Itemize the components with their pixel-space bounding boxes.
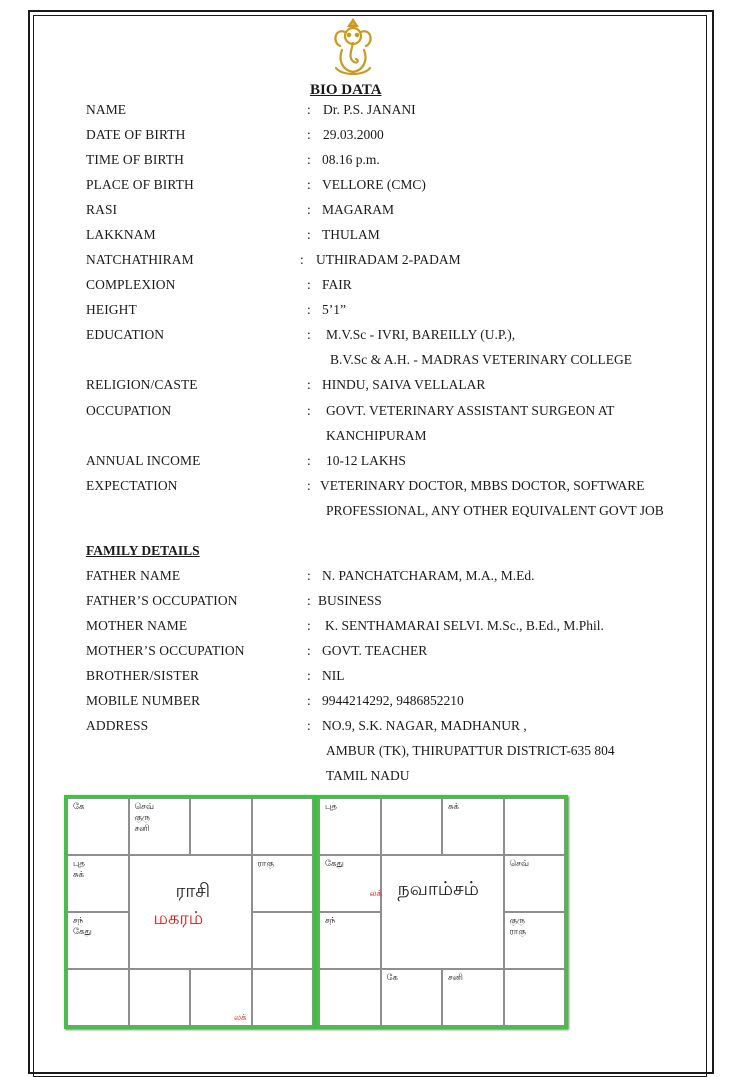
family-value: K. SENTHAMARAI SELVI. M.Sc., B.Ed., M.Phil. <box>325 618 604 633</box>
field-label: EDUCATION <box>86 327 165 342</box>
planet-label: செவ் <box>509 859 529 869</box>
chart-house-bot4 <box>252 969 314 1026</box>
lagna-label: லக் <box>369 889 382 899</box>
family-colon: : <box>307 718 311 733</box>
field-label: DATE OF BIRTH <box>86 127 186 142</box>
chart-house-bot3 <box>442 969 504 1026</box>
field-colon: : <box>307 302 311 317</box>
chart-house-right1 <box>504 855 566 912</box>
field-value: Dr. P.S. JANANI <box>323 102 416 117</box>
ganesha-icon <box>328 16 378 80</box>
field-label: EXPECTATION <box>86 478 178 493</box>
planet-label: கே <box>386 973 398 983</box>
chart-title: ராசி <box>175 880 211 902</box>
field-value-continued: PROFESSIONAL, ANY OTHER EQUIVALENT GOVT JOB <box>326 503 664 518</box>
family-value: GOVT. TEACHER <box>322 643 428 658</box>
chart-house-left2 <box>67 912 129 969</box>
planet-label: புத சுக் <box>73 859 85 880</box>
planet-label: புத <box>325 802 337 812</box>
family-colon: : <box>307 593 311 608</box>
planet-label: சந் <box>325 916 336 926</box>
field-value: 08.16 p.m. <box>322 152 380 167</box>
family-details-heading: FAMILY DETAILS <box>86 543 200 558</box>
chart-house-bot4 <box>504 969 566 1026</box>
field-label: HEIGHT <box>86 302 137 317</box>
field-value: VELLORE (CMC) <box>322 177 426 192</box>
field-value: FAIR <box>322 277 352 292</box>
family-colon: : <box>307 618 311 633</box>
field-value-continued: KANCHIPURAM <box>326 428 427 443</box>
field-label: COMPLEXION <box>86 277 176 292</box>
document-title: BIO DATA <box>310 82 382 98</box>
field-value-continued: B.V.Sc & A.H. - MADRAS VETERINARY COLLEGE <box>330 352 633 367</box>
field-label: NAME <box>86 102 127 117</box>
chart-house-top1 <box>319 798 381 855</box>
family-value-continued: AMBUR (TK), THIRUPATTUR DISTRICT-635 804 <box>326 743 615 758</box>
rasi-chart <box>64 795 316 1029</box>
family-label: FATHER NAME <box>86 568 181 583</box>
field-colon: : <box>307 102 311 117</box>
family-label: BROTHER/SISTER <box>86 668 200 683</box>
field-value: UTHIRADAM 2-PADAM <box>316 252 461 267</box>
chart-center <box>369 855 504 969</box>
field-label: RELIGION/CASTE <box>86 377 198 392</box>
field-label: TIME OF BIRTH <box>86 152 184 167</box>
chart-house-bot3 <box>190 969 252 1026</box>
family-value: N. PANCHATCHARAM, M.A., M.Ed. <box>322 568 535 583</box>
family-value: NO.9, S.K. NAGAR, MADHANUR , <box>322 718 527 733</box>
chart-house-bot1 <box>67 969 129 1026</box>
family-label: MOTHER NAME <box>86 618 188 633</box>
family-label: FATHER’S OCCUPATION <box>86 593 238 608</box>
field-colon: : <box>307 152 311 167</box>
family-label: MOBILE NUMBER <box>86 693 201 708</box>
chart-subtitle: மகரம் <box>153 908 204 929</box>
field-label: OCCUPATION <box>86 403 172 418</box>
field-colon: : <box>307 227 311 242</box>
field-value: VETERINARY DOCTOR, MBBS DOCTOR, SOFTWARE <box>320 478 645 493</box>
field-label: LAKKNAM <box>86 227 156 242</box>
chart-house-right2 <box>504 912 566 969</box>
family-value: NIL <box>322 668 345 683</box>
planet-label: லக் <box>234 1013 247 1023</box>
field-value: MAGARAM <box>322 202 395 217</box>
chart-house-top4 <box>504 798 566 855</box>
field-colon: : <box>307 127 311 142</box>
planet-label: செவ் குரு சனி <box>134 802 154 834</box>
field-label: ANNUAL INCOME <box>86 453 201 468</box>
field-colon: : <box>307 377 311 392</box>
planet-label: குரு ராகு <box>509 916 526 937</box>
field-colon: : <box>307 327 311 342</box>
chart-house-bot2 <box>381 969 443 1026</box>
family-colon: : <box>307 668 311 683</box>
field-colon: : <box>300 252 304 267</box>
chart-house-left1 <box>319 855 381 912</box>
field-colon: : <box>307 403 311 418</box>
family-label: ADDRESS <box>86 718 149 733</box>
field-label: PLACE OF BIRTH <box>86 177 194 192</box>
planet-label: சனி <box>448 973 463 983</box>
chart-house-right1 <box>252 855 314 912</box>
family-colon: : <box>307 568 311 583</box>
field-value: THULAM <box>322 227 380 242</box>
chart-house-top2 <box>381 798 443 855</box>
family-value: BUSINESS <box>318 593 382 608</box>
chart-house-right2 <box>252 912 314 969</box>
field-label: RASI <box>86 202 118 217</box>
field-colon: : <box>307 277 311 292</box>
chart-title: நவாம்சம் <box>397 878 479 900</box>
family-colon: : <box>307 693 311 708</box>
planet-label: சுக் <box>448 802 459 812</box>
field-value: 5’1” <box>322 302 346 317</box>
family-colon: : <box>307 643 311 658</box>
chart-house-bot1 <box>319 969 381 1026</box>
chart-house-left2 <box>319 912 381 969</box>
chart-house-top3 <box>190 798 252 855</box>
planet-label: கேது <box>325 859 344 869</box>
planet-label: ராகு <box>257 859 274 869</box>
field-label: NATCHATHIRAM <box>86 252 194 267</box>
field-colon: : <box>307 202 311 217</box>
planet-label: சந் கேது <box>73 916 92 937</box>
planet-label: கே <box>73 802 85 812</box>
chart-house-top1 <box>67 798 129 855</box>
chart-house-left1 <box>67 855 129 912</box>
family-value-continued: TAMIL NADU <box>326 768 410 783</box>
field-value: M.V.Sc - IVRI, BAREILLY (U.P.), <box>326 327 516 342</box>
family-value: 9944214292, 9486852210 <box>322 693 464 708</box>
field-value: 29.03.2000 <box>323 127 384 142</box>
navamsa-chart <box>316 795 568 1029</box>
chart-house-top4 <box>252 798 314 855</box>
chart-center <box>129 855 252 969</box>
field-value: GOVT. VETERINARY ASSISTANT SURGEON AT <box>326 403 615 418</box>
chart-house-top2 <box>129 798 191 855</box>
family-label: MOTHER’S OCCUPATION <box>86 643 245 658</box>
field-colon: : <box>307 453 311 468</box>
chart-house-top3 <box>442 798 504 855</box>
field-value: HINDU, SAIVA VELLALAR <box>322 377 486 392</box>
field-colon: : <box>307 177 311 192</box>
field-value: 10-12 LAKHS <box>326 453 406 468</box>
field-colon: : <box>307 478 311 493</box>
chart-house-bot2 <box>129 969 191 1026</box>
